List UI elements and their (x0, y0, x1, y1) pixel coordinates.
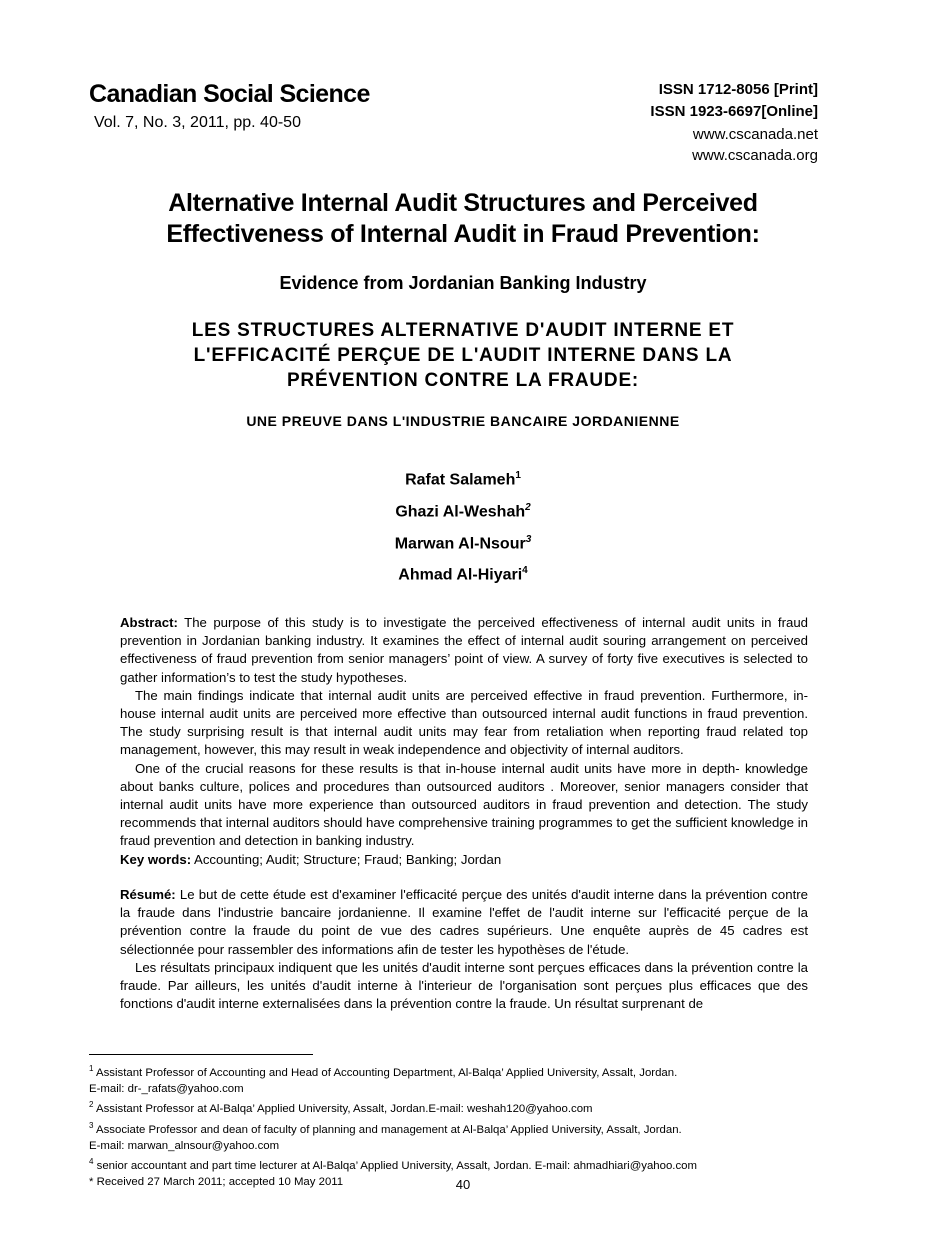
footnote-mark: 3 (89, 1120, 94, 1130)
footnotes (89, 1061, 809, 1191)
author-name: Ghazi Al-Weshah (395, 503, 526, 521)
footnote-mark: 2 (89, 1100, 94, 1110)
footnote-3-email: E-mail: marwan_alnsour@yahoo.com (89, 1139, 280, 1152)
received-note: * Received 27 March 2011; accepted 10 May 2011 (89, 1175, 344, 1188)
website-link-2[interactable]: www.cscanada.org (692, 147, 818, 164)
issn-print: ISSN 1712-8056 [Print] (658, 81, 818, 98)
author-mark: 3 (525, 534, 532, 545)
french-title (0, 318, 926, 393)
author-mark: 4 (522, 565, 528, 576)
author-3 (0, 534, 926, 553)
journal-name: Canadian Social Science (89, 80, 370, 108)
footnote-4 (89, 1154, 809, 1175)
footnote-text: Assistant Professor of Accounting and Head of Accounting Department, Al-Balqa’ Applied University, Assalt, Jordan. (96, 1066, 678, 1079)
author-mark: 1 (515, 470, 521, 481)
fr-title-line-2: L'EFFICACITÉ PERÇUE DE L'AUDIT INTERNE DANS LA (193, 345, 733, 366)
author-name: Ahmad Al-Hiyari (398, 566, 523, 584)
resume-section (120, 886, 808, 1013)
issn-online: ISSN 1923-6697[Online] (650, 103, 818, 120)
keywords-text: Accounting; Audit; Structure; Fraud; Banking; Jordan (194, 851, 502, 867)
abstract-paragraph-1 (120, 614, 808, 687)
author-4 (0, 565, 926, 584)
resume-paragraph-2: Les résultats principaux indiquent que les unités d'audit interne sont perçues efficaces dans la prévention contre la fraude. Par ailleurs, les unités d'audit interne à l'interieur de l'organisation sont perçues plus efficaces que des fonctions d'audit interne externalisées dans la prévention contre la fraude. Un résultat surprenant de (120, 959, 808, 1012)
footnote-mark: 1 (89, 1064, 94, 1073)
abstract-paragraph-2: The main findings indicate that internal audit units are perceived effective in fraud prevention. Furthermore, in-house internal audit units are perceived more effective than outsourced internal audit functions in fraud prevention. The study surprising result is that internal audit units may fear from retaliation when reporting fraud related top management, however, this may result in weak independence and objectivity of internal auditors. (120, 687, 808, 758)
author-name: Marwan Al-Nsour (394, 535, 526, 553)
article-subtitle: Evidence from Jordanian Banking Industry (279, 273, 647, 293)
journal-volume: Vol. 7, No. 3, 2011, pp. 40-50 (94, 114, 301, 131)
website-link-1[interactable]: www.cscanada.net (692, 126, 818, 143)
footnote-1-email: E-mail: dr-_rafats@yahoo.com (89, 1082, 244, 1095)
keywords-label: Key words: (120, 851, 192, 867)
footnote-mark: 4 (89, 1157, 94, 1167)
french-subtitle: UNE PREUVE DANS L'INDUSTRIE BANCAIRE JORDANIENNE (246, 413, 680, 429)
article-title (0, 188, 926, 250)
footnote-text: Associate Professor and dean of faculty of planning and management at Al-Balqa’ Applied University, Assalt, Jordan. (96, 1123, 682, 1136)
resume-paragraph-1 (120, 886, 808, 959)
footnote-1 (89, 1061, 809, 1082)
author-mark: 2 (525, 502, 531, 513)
resume-label: Résumé: (120, 887, 176, 902)
footnote-2 (89, 1097, 809, 1118)
footnote-divider (89, 1054, 313, 1055)
resume-text-1: Le but de cette étude est d'examiner l'efficacité perçue des unités d'audit interne dans la prévention contre la fraude dans l'industrie bancaire jordanienne. Il examine l'effet de l'audit interne sur l'efficacité perçue de la prévention contre la fraude du point de vue des cadres supérieurs. Une enquête auprès de 45 cadres est sélectionnée pour rassembler des informations afin de tester les hypothèses de l'étude. (120, 887, 808, 957)
author-1 (0, 470, 926, 489)
author-name: Rafat Salameh (405, 471, 516, 489)
abstract-text-1: The purpose of this study is to investigate the perceived effectiveness of internal audit units in fraud prevention in Jordanian banking industry. It examines the effect of internal audit souring arrangement on perceived effectiveness of fraud prevention from senior managers’ point of view. A survey of forty five executives is selected to gather information’s to test the study hypotheses. (120, 615, 808, 685)
fr-title-line-1: LES STRUCTURES ALTERNATIVE D'AUDIT INTERNE ET (191, 320, 735, 341)
page-number: 40 (455, 1177, 471, 1192)
keywords-line (120, 851, 808, 869)
abstract-section (120, 614, 808, 869)
title-line-1: Alternative Internal Audit Structures and Perceived (168, 189, 758, 217)
footnote-3 (89, 1118, 809, 1139)
title-line-2: Effectiveness of Internal Audit in Fraud Prevention: (166, 220, 760, 248)
footnote-text: senior accountant and part time lecturer at Al-Balqa’ Applied University, Assalt, Jordan. E-mail: ahmadhiari@yahoo.com (96, 1160, 697, 1173)
abstract-label: Abstract: (120, 615, 178, 630)
fr-title-line-3: PRÉVENTION CONTRE LA FRAUDE: (286, 370, 640, 391)
footnote-text: Assistant Professor at Al-Balqa’ Applied University, Assalt, Jordan.E-mail: weshah120@yahoo.com (96, 1103, 593, 1116)
abstract-paragraph-3: One of the crucial reasons for these results is that in-house internal audit units have more in depth- knowledge about banks culture, polices and procedures than outsourced auditors . Moreover, senior managers consider that internal audit units have more experience than outsourced auditors in fraud prevention and detection. The study recommends that internal auditors should have comprehensive training programmes to get the sufficient knowledge in fraud prevention and detection in banking industry. (120, 760, 808, 849)
author-2 (0, 502, 926, 521)
